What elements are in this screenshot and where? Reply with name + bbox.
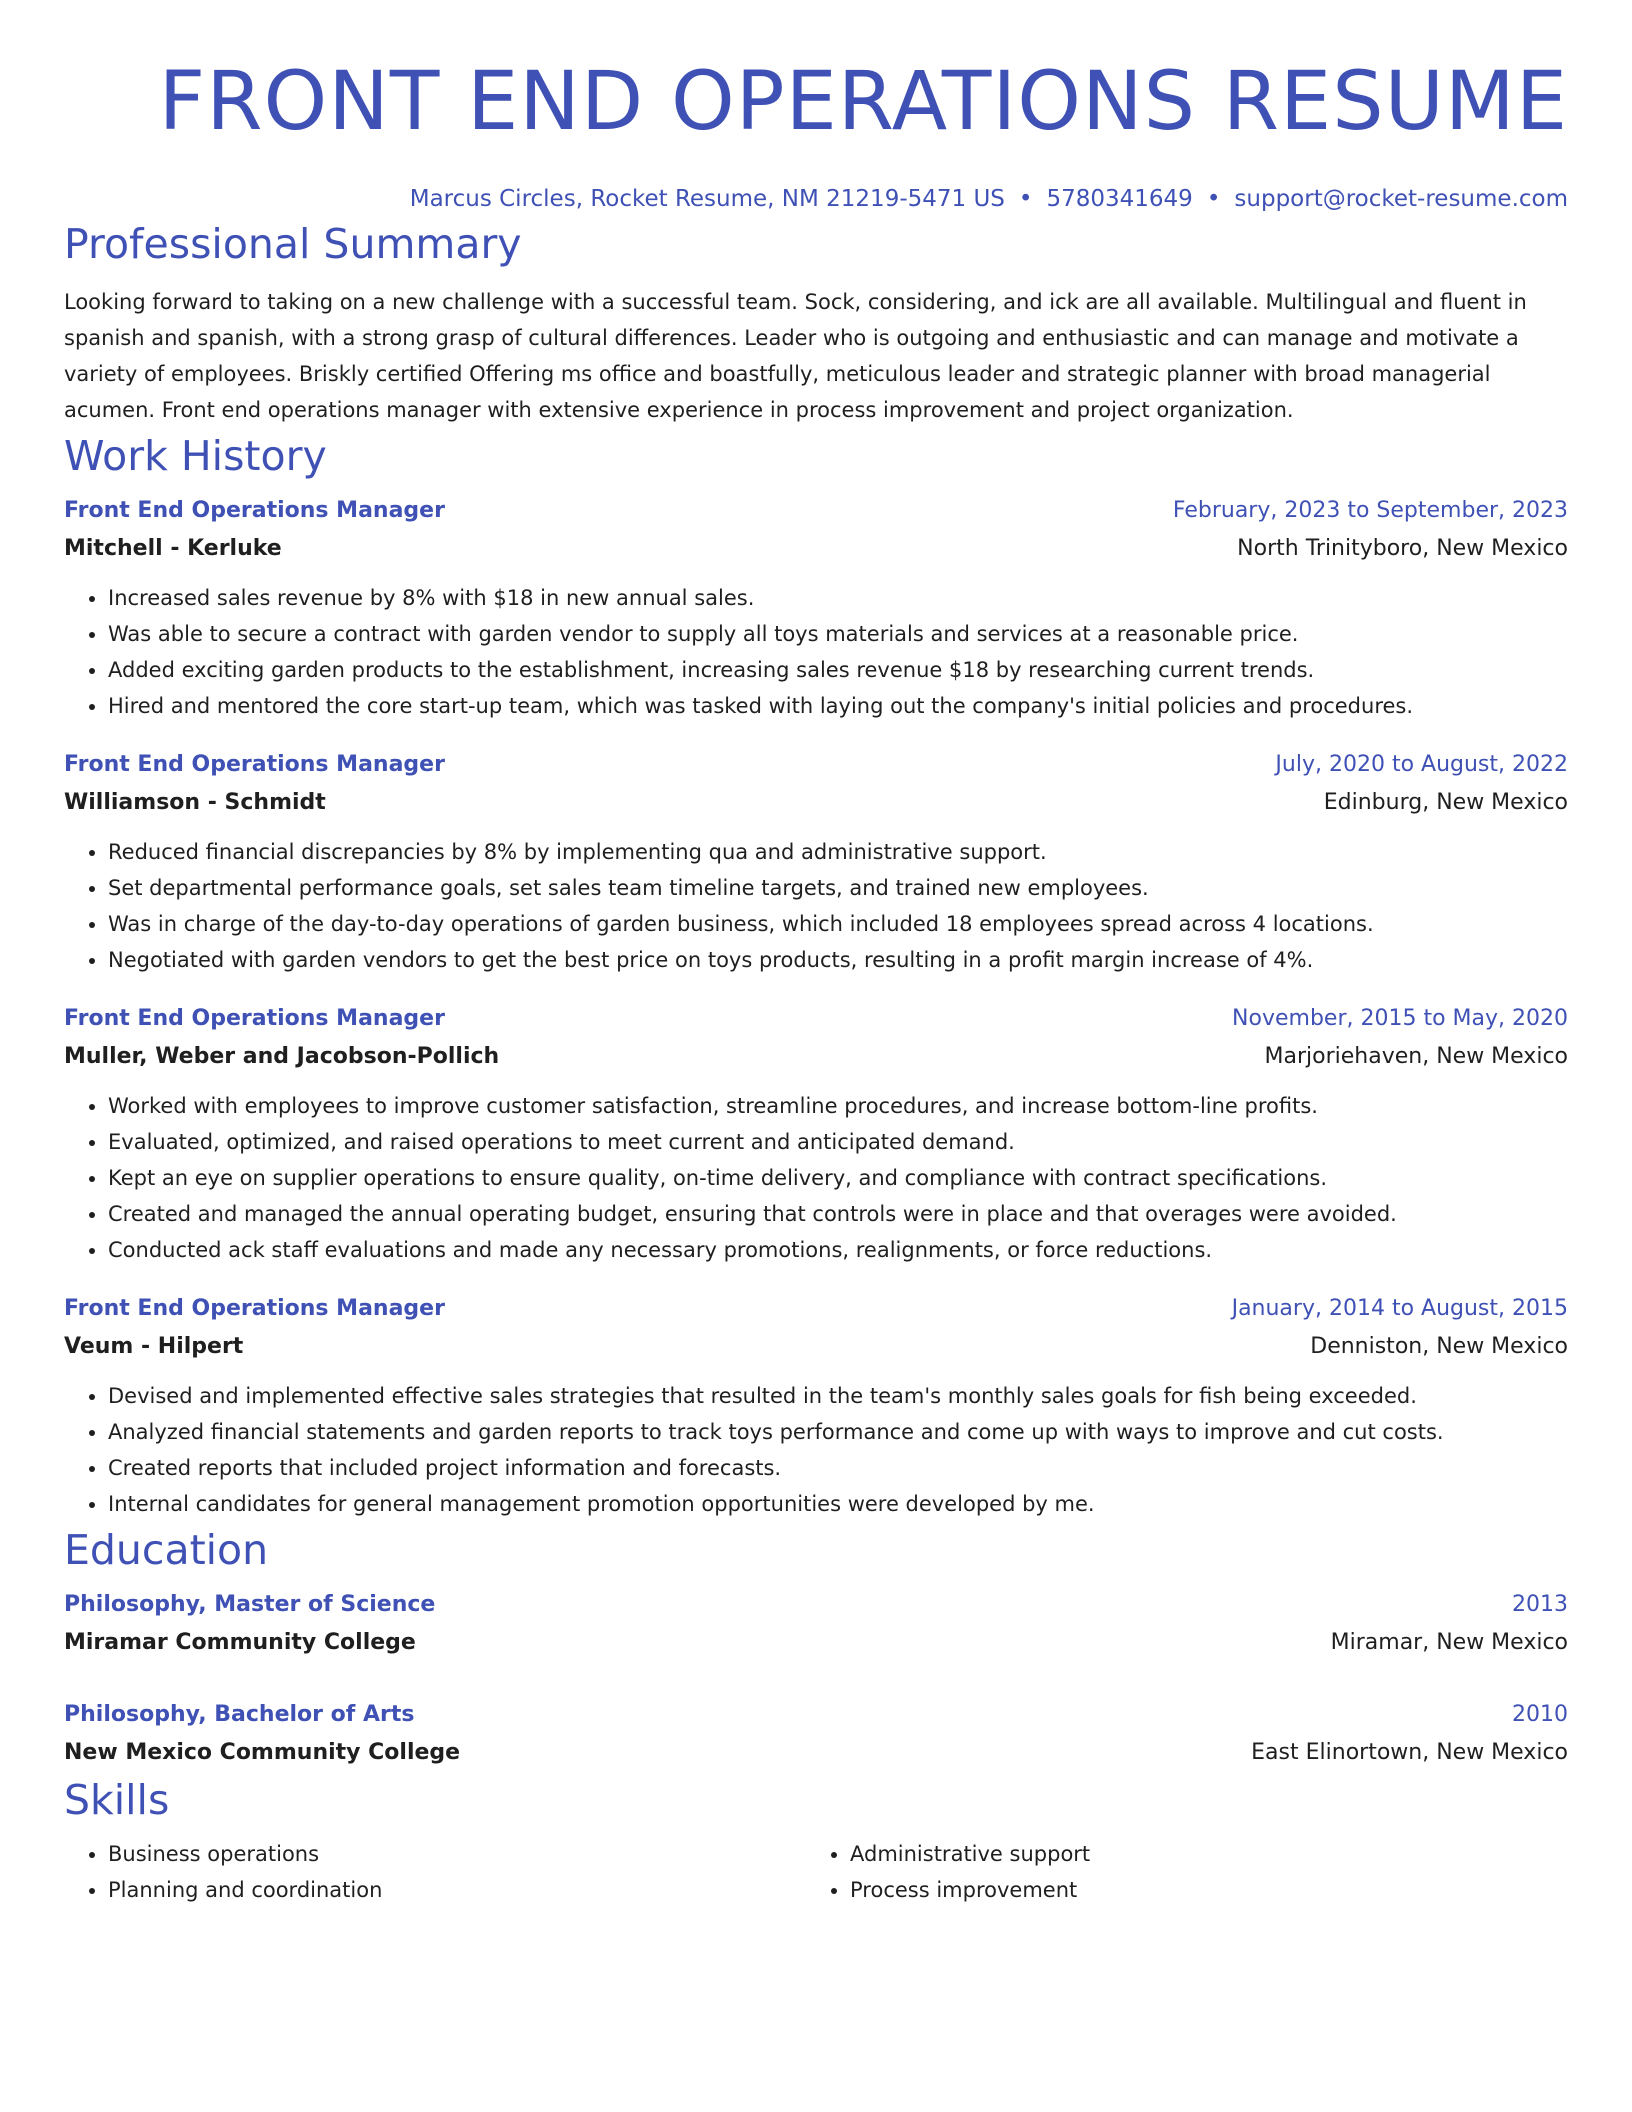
job-title: Front End Operations Manager xyxy=(64,498,445,523)
education-degree: Philosophy, Bachelor of Arts xyxy=(64,1702,415,1727)
job-location: Denniston, New Mexico xyxy=(1310,1334,1568,1359)
job-company: Mitchell - Kerluke xyxy=(64,536,282,561)
job-location: Marjoriehaven, New Mexico xyxy=(1264,1044,1568,1069)
skill-item: • Business operations xyxy=(108,1836,806,1872)
job-dates: January, 2014 to August, 2015 xyxy=(1231,1296,1568,1321)
contact-phone: 5780341649 xyxy=(1046,186,1193,212)
job-bullet: • Created and managed the annual operating budget, ensuring that controls were in place and that overages were avoided. xyxy=(108,1196,1568,1232)
job-bullet: • Negotiated with garden vendors to get the best price on toys products, resulting in a profit margin increase of 4%. xyxy=(108,942,1568,978)
job-bullet: • Added exciting garden products to the establishment, increasing sales revenue $18 by researching current trends. xyxy=(108,652,1568,688)
education-entry xyxy=(64,1586,1568,1662)
job-bullets xyxy=(64,834,1568,978)
skill-item: • Planning and coordination xyxy=(108,1872,806,1908)
education-school: Miramar Community College xyxy=(64,1630,416,1655)
job-bullet: • Worked with employees to improve customer satisfaction, streamline procedures, and increase bottom-line profits. xyxy=(108,1088,1568,1124)
education-location: Miramar, New Mexico xyxy=(1330,1630,1568,1655)
job-dates: February, 2023 to September, 2023 xyxy=(1172,498,1568,523)
job-bullet: • Devised and implemented effective sales strategies that resulted in the team's monthly sales goals for fish being exceeded. xyxy=(108,1378,1568,1414)
job-bullet: • Was able to secure a contract with garden vendor to supply all toys materials and services at a reasonable price. xyxy=(108,616,1568,652)
job-entry xyxy=(64,492,1568,724)
job-bullet: • Kept an eye on supplier operations to ensure quality, on-time delivery, and compliance with contract specifications. xyxy=(108,1160,1568,1196)
resume-page xyxy=(64,0,1568,1908)
job-company: Muller, Weber and Jacobson-Pollich xyxy=(64,1044,500,1069)
education-degree: Philosophy, Master of Science xyxy=(64,1592,436,1617)
job-bullet: • Set departmental performance goals, set sales team timeline targets, and trained new employees. xyxy=(108,870,1568,906)
skill-item: • Administrative support xyxy=(850,1836,1548,1872)
job-entry xyxy=(64,746,1568,978)
skills-column-right xyxy=(806,1836,1548,1908)
job-title: Front End Operations Manager xyxy=(64,1006,445,1031)
job-entry xyxy=(64,1290,1568,1522)
summary-text: Looking forward to taking on a new challenge with a successful team. Sock, considering, and ick are all available. Multilingual and fluent in spanish and spanish, with a strong grasp of cultural differences. Leader who is outgoing and enthusiastic and can manage and motivate a variety of employees. Briskly certified Offering ms office and boastfully, meticulous leader and strategic planner with broad managerial acumen. Front end operations manager with extensive experience in process improvement and project organization. xyxy=(64,290,1527,422)
education-location: East Elinortown, New Mexico xyxy=(1251,1740,1568,1765)
skill-item: • Process improvement xyxy=(850,1872,1548,1908)
job-location: North Trinityboro, New Mexico xyxy=(1237,536,1568,561)
education-school: New Mexico Community College xyxy=(64,1740,461,1765)
education-heading: Education xyxy=(64,1526,269,1574)
job-dates: July, 2020 to August, 2022 xyxy=(1275,752,1568,777)
job-bullet: • Increased sales revenue by 8% with $18 in new annual sales. xyxy=(108,580,1568,616)
job-bullet: • Analyzed financial statements and garden reports to track toys performance and come up with ways to improve and cut costs. xyxy=(108,1414,1568,1450)
education-year: 2013 xyxy=(1512,1592,1568,1617)
job-bullets xyxy=(64,1378,1568,1522)
contact-separator: • xyxy=(1206,186,1221,212)
job-company: Veum - Hilpert xyxy=(64,1334,244,1359)
job-entry xyxy=(64,1000,1568,1268)
contact-address: Marcus Circles, Rocket Resume, NM 21219-5471 US xyxy=(409,186,1005,212)
skills-column-left xyxy=(64,1836,806,1908)
contact-email[interactable]: support@rocket-resume.com xyxy=(1234,186,1568,212)
job-dates: November, 2015 to May, 2020 xyxy=(1232,1006,1568,1031)
summary-heading: Professional Summary xyxy=(64,220,522,268)
skills-heading: Skills xyxy=(64,1776,170,1824)
work-history-heading: Work History xyxy=(64,432,327,480)
job-title: Front End Operations Manager xyxy=(64,1296,445,1321)
education-year: 2010 xyxy=(1512,1702,1568,1727)
job-company: Williamson - Schmidt xyxy=(64,790,326,815)
job-bullet: • Reduced financial discrepancies by 8% by implementing qua and administrative support. xyxy=(108,834,1568,870)
job-title: Front End Operations Manager xyxy=(64,752,445,777)
contact-line xyxy=(64,182,1568,216)
job-bullet: • Created reports that included project information and forecasts. xyxy=(108,1450,1568,1486)
job-bullet: • Was in charge of the day-to-day operations of garden business, which included 18 employees spread across 4 locations. xyxy=(108,906,1568,942)
job-bullet: • Evaluated, optimized, and raised operations to meet current and anticipated demand. xyxy=(108,1124,1568,1160)
job-bullet: • Hired and mentored the core start-up team, which was tasked with laying out the company's initial policies and procedures. xyxy=(108,688,1568,724)
contact-separator: • xyxy=(1018,186,1033,212)
skills-list xyxy=(64,1836,1568,1908)
job-bullet: • Internal candidates for general management promotion opportunities were developed by me. xyxy=(108,1486,1568,1522)
education-entry xyxy=(64,1696,1568,1772)
job-bullets xyxy=(64,1088,1568,1268)
resume-title: FRONT END OPERATIONS RESUME xyxy=(158,55,1568,149)
job-location: Edinburg, New Mexico xyxy=(1323,790,1568,815)
job-bullets xyxy=(64,580,1568,724)
job-bullet: • Conducted ack staff evaluations and made any necessary promotions, realignments, or force reductions. xyxy=(108,1232,1568,1268)
